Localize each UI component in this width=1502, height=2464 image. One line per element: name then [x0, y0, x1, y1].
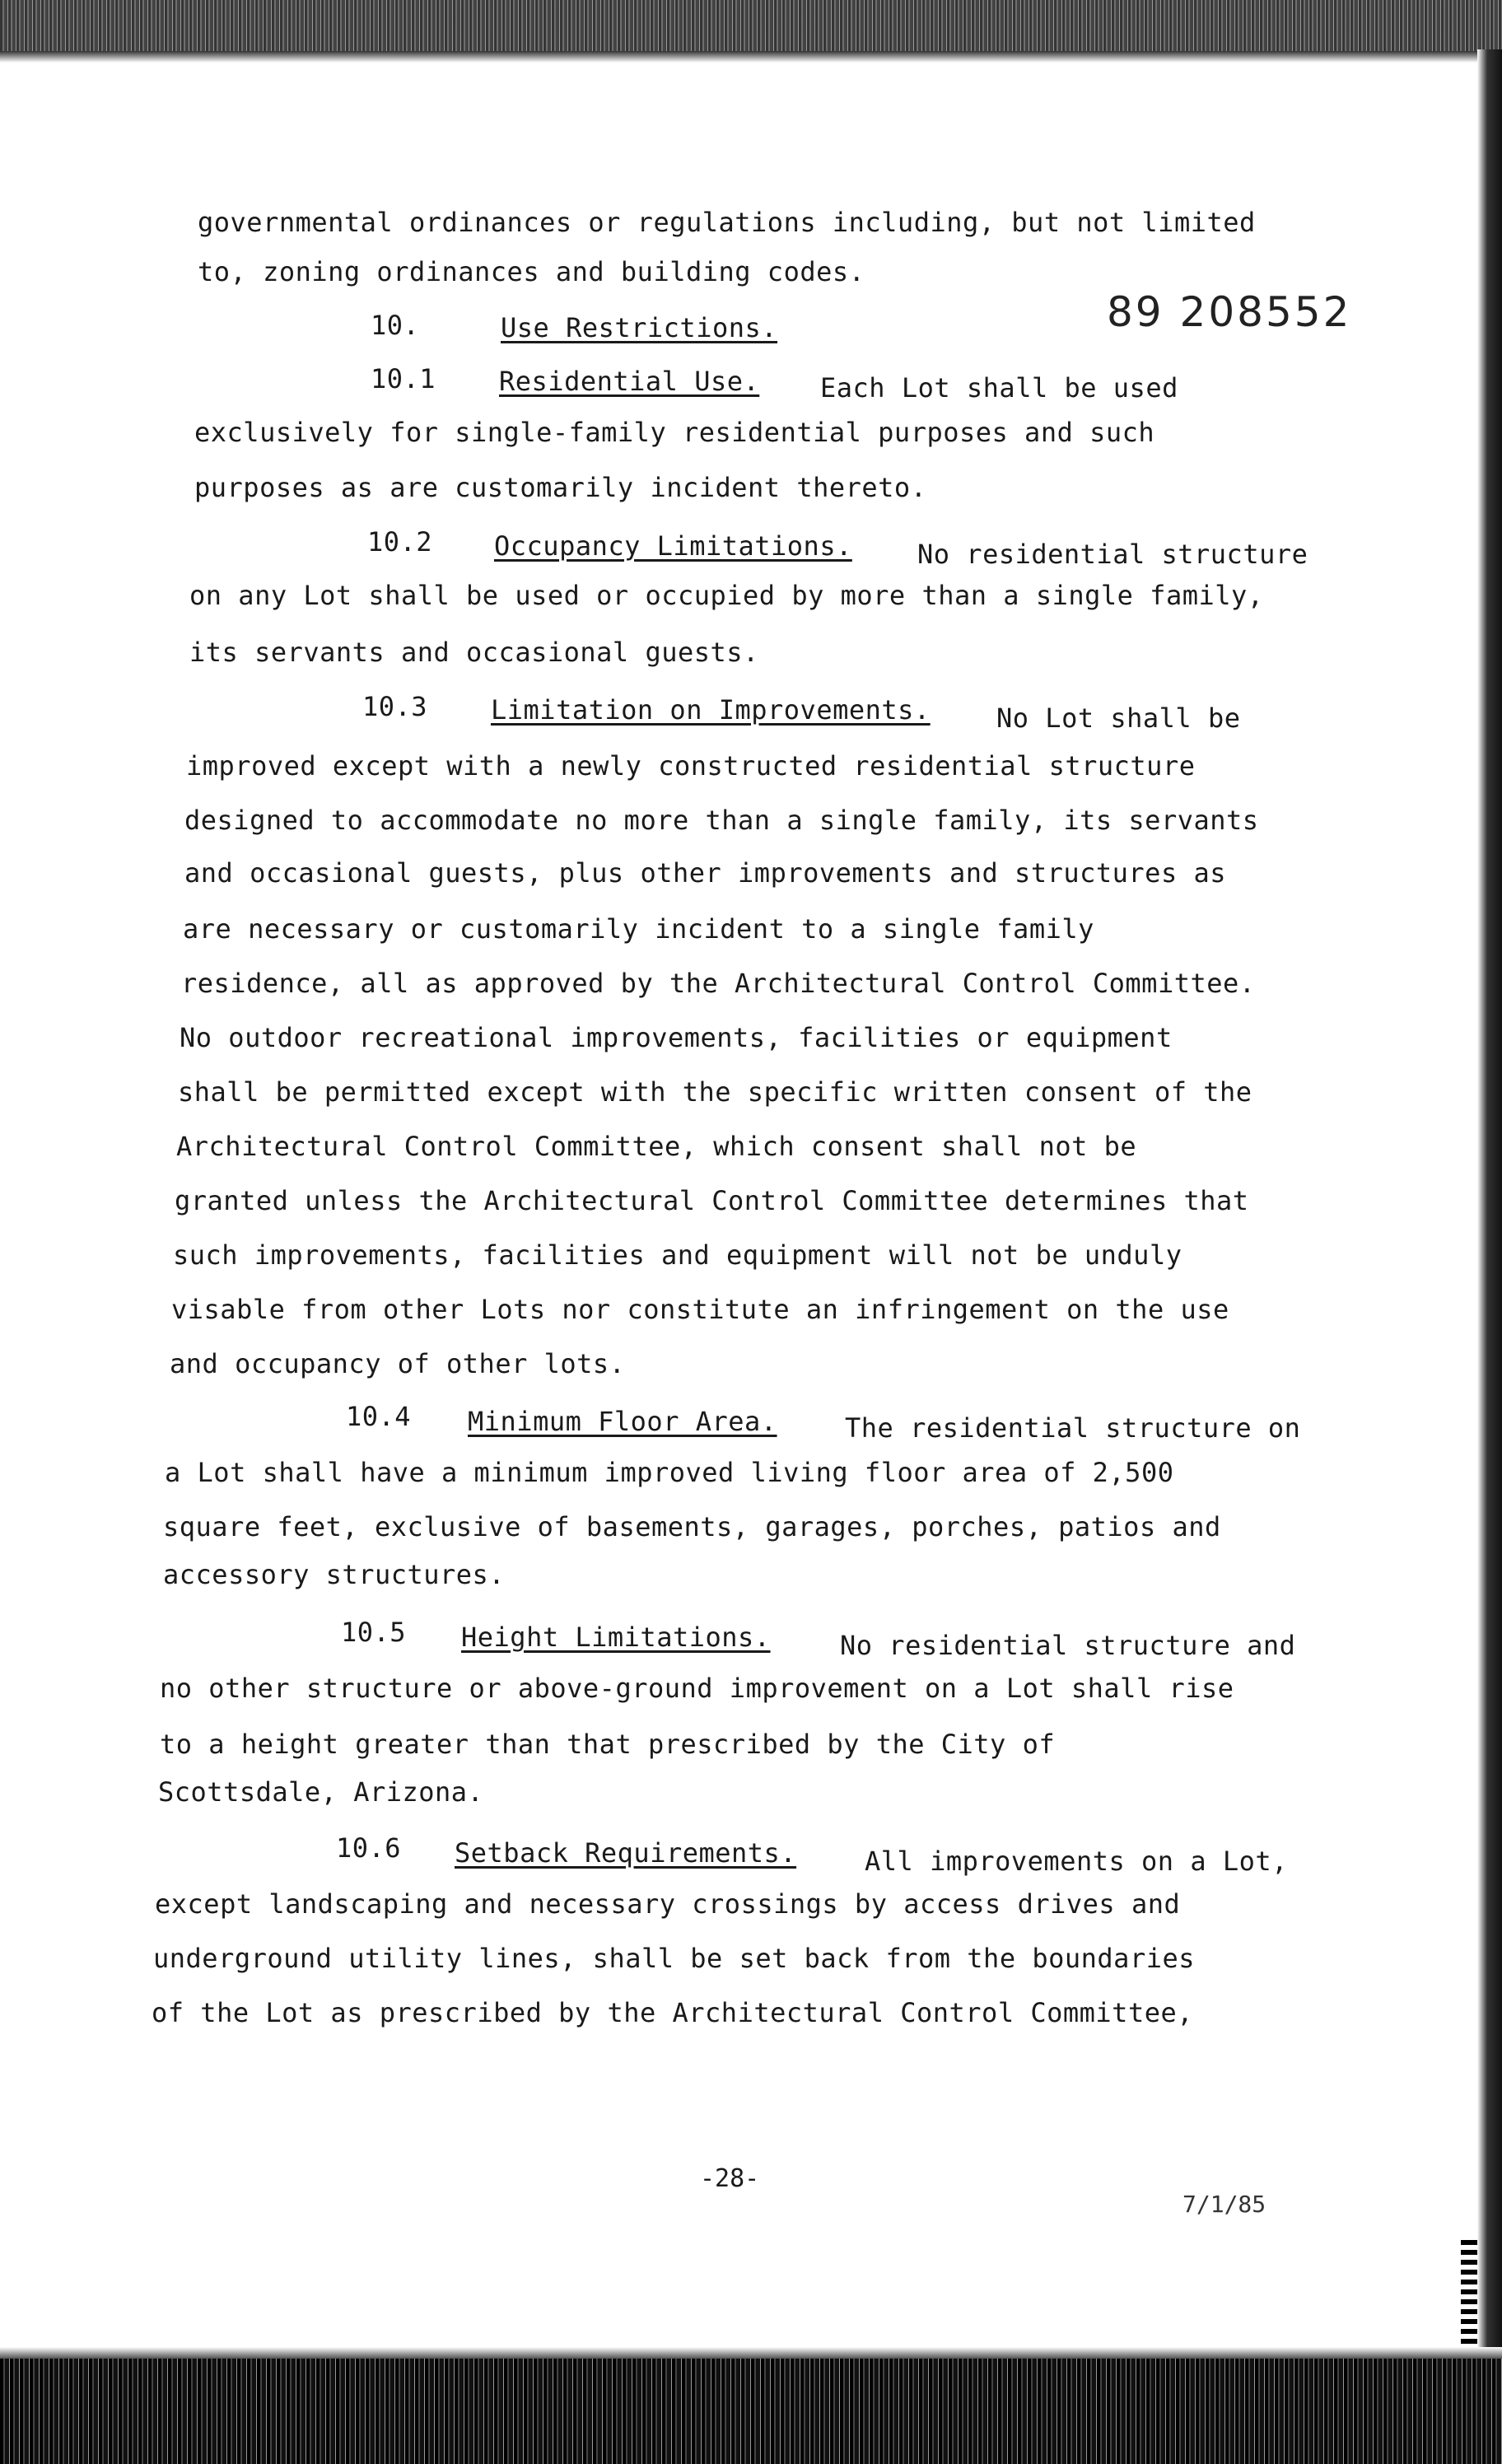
- body-line: visable from other Lots nor constitute an infringement on the use: [171, 1294, 1229, 1325]
- body-line: The residential structure on: [845, 1412, 1301, 1444]
- section-number: 10.2: [367, 526, 433, 558]
- body-line: on any Lot shall be used or occupied by more than a single family,: [189, 580, 1264, 611]
- section-number: 10.5: [341, 1617, 407, 1648]
- body-line: are necessary or customarily incident to a single family: [183, 913, 1094, 945]
- section-heading: Minimum Floor Area.: [468, 1406, 777, 1437]
- section-heading: Use Restrictions.: [501, 312, 778, 343]
- body-line: governmental ordinances or regulations including, but not limited: [198, 207, 1256, 238]
- body-line: shall be permitted except with the specific written consent of the: [178, 1076, 1252, 1108]
- body-line: No Lot shall be: [996, 702, 1241, 734]
- body-line: designed to accommodate no more than a single family, its servants: [184, 805, 1259, 836]
- body-line: No residential structure and: [840, 1630, 1296, 1661]
- body-line: Each Lot shall be used: [820, 372, 1178, 404]
- body-line: its servants and occasional guests.: [189, 637, 759, 668]
- body-line: and occasional guests, plus other improvements and structures as: [184, 857, 1226, 889]
- section-number: 10.: [371, 310, 420, 341]
- body-line: of the Lot as prescribed by the Architectural Control Committee,: [152, 1997, 1193, 2028]
- scan-border-top-edge: [0, 51, 1502, 63]
- body-line: exclusively for single-family residential purposes and such: [194, 417, 1155, 448]
- section-heading: Residential Use.: [499, 366, 760, 397]
- body-line: All improvements on a Lot,: [865, 1846, 1288, 1877]
- body-line: and occupancy of other lots.: [170, 1348, 626, 1379]
- section-number: 10.3: [362, 691, 428, 722]
- section-number: 10.4: [346, 1401, 412, 1432]
- body-line: underground utility lines, shall be set back from the boundaries: [153, 1943, 1195, 1974]
- body-line: improved except with a newly constructed residential structure: [186, 750, 1196, 782]
- body-line: Scottsdale, Arizona.: [158, 1776, 484, 1808]
- body-line: accessory structures.: [163, 1559, 506, 1590]
- date-stamp: 7/1/85: [1182, 2191, 1266, 2218]
- body-line: to, zoning ordinances and building codes.: [198, 256, 865, 287]
- body-line: a Lot shall have a minimum improved living floor area of 2,500: [165, 1457, 1174, 1488]
- section-number: 10.1: [371, 363, 436, 394]
- body-line: square feet, exclusive of basements, garages, porches, patios and: [163, 1511, 1221, 1542]
- section-heading: Setback Requirements.: [455, 1837, 797, 1869]
- section-heading: Limitation on Improvements.: [491, 694, 931, 726]
- body-line: such improvements, facilities and equipment will not be unduly: [173, 1239, 1182, 1271]
- page-number: -28-: [700, 2164, 760, 2193]
- body-line: No residential structure: [917, 539, 1308, 570]
- scan-border-top: [0, 0, 1502, 58]
- body-line: except landscaping and necessary crossings by access drives and: [155, 1888, 1181, 1920]
- body-line: residence, all as approved by the Architectural Control Committee.: [181, 968, 1256, 999]
- document-number-stamp: 89 208552: [1107, 288, 1352, 336]
- body-line: No outdoor recreational improvements, facilities or equipment: [180, 1022, 1173, 1053]
- scan-marks-right: [1461, 2240, 1477, 2355]
- body-line: granted unless the Architectural Control Committee determines that: [175, 1185, 1249, 1216]
- body-line: purposes as are customarily incident thereto.: [194, 472, 927, 503]
- scan-border-bottom: [0, 2359, 1502, 2464]
- body-line: Architectural Control Committee, which consent shall not be: [176, 1131, 1137, 1162]
- section-heading: Occupancy Limitations.: [494, 530, 852, 562]
- body-line: no other structure or above-ground improvement on a Lot shall rise: [160, 1673, 1234, 1704]
- section-number: 10.6: [336, 1832, 402, 1864]
- body-line: to a height greater than that prescribed by the City of: [160, 1729, 1056, 1760]
- scan-border-right: [1477, 49, 1502, 2364]
- section-heading: Height Limitations.: [461, 1622, 771, 1653]
